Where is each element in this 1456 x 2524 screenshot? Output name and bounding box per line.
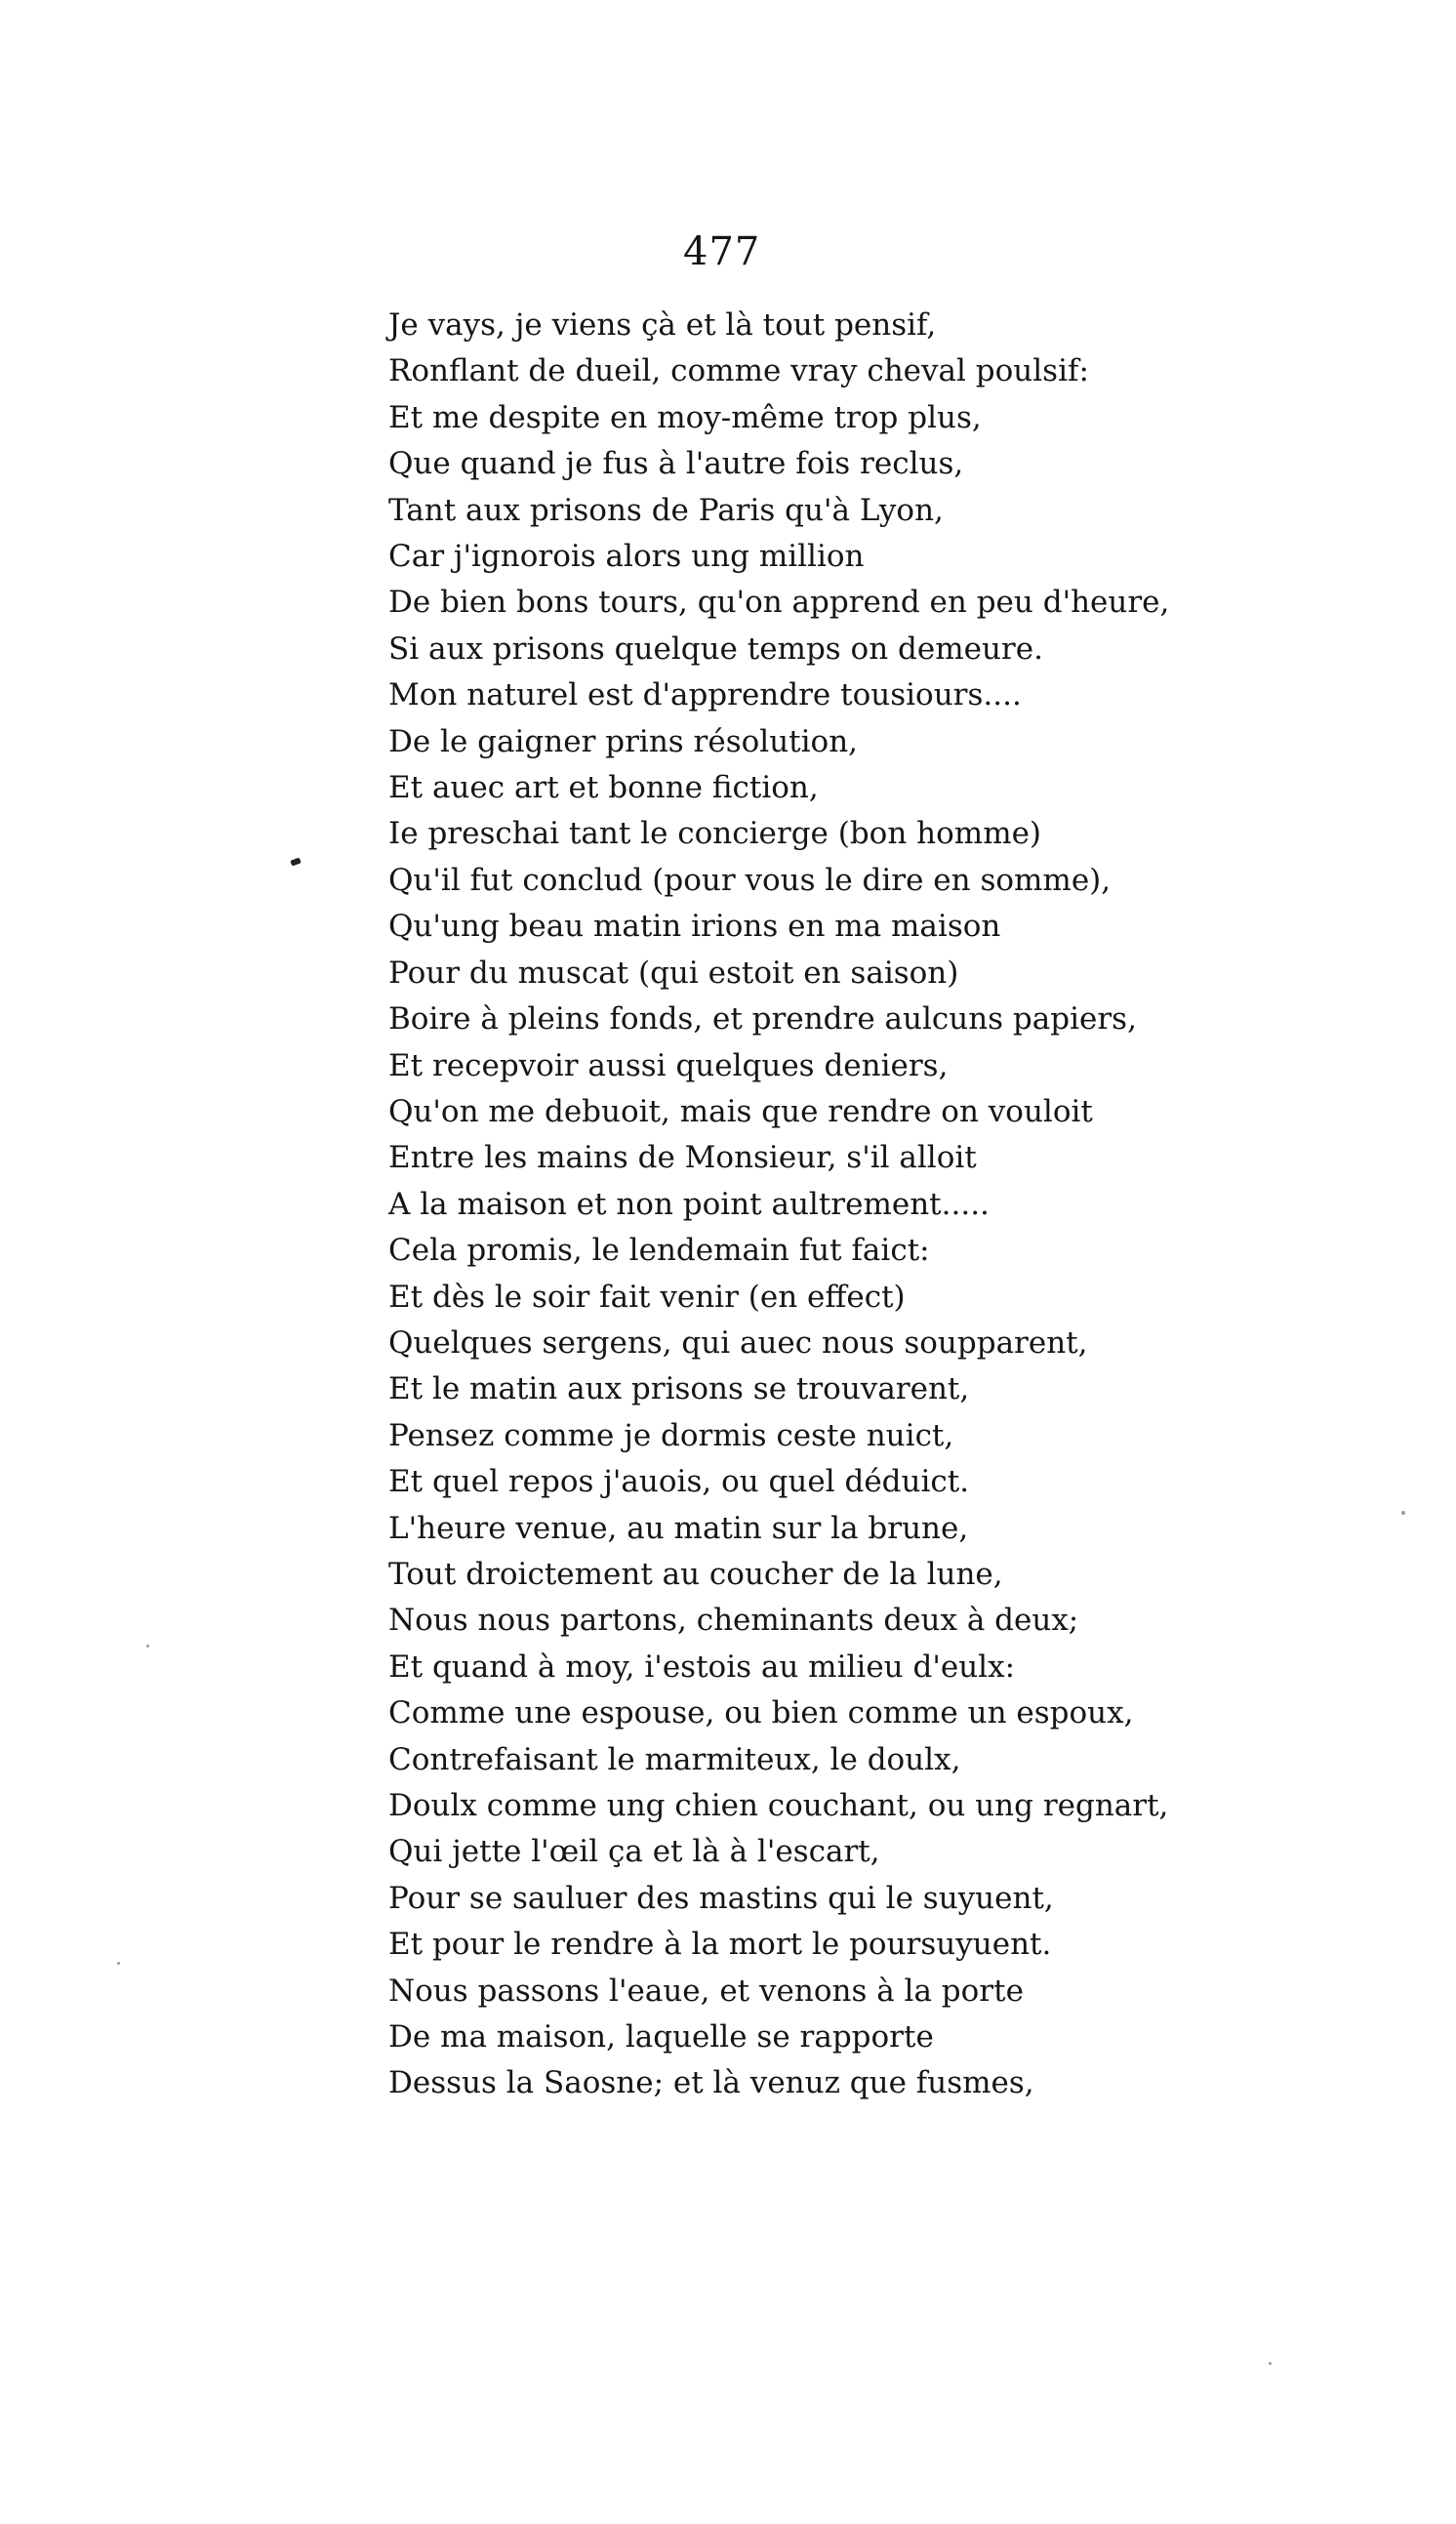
poem-line: Et dès le soir fait venir (en effect) xyxy=(388,1279,906,1315)
poem-line: Ronflant de dueil, comme vray cheval poulsif: xyxy=(388,353,1089,389)
poem-line: Et quel repos j'auois, ou quel déduict. xyxy=(388,1464,970,1500)
margin-mark xyxy=(290,857,301,866)
poem-line: Si aux prisons quelque temps on demeure. xyxy=(388,631,1043,667)
poem-line: L'heure venue, au matin sur la brune, xyxy=(388,1510,969,1546)
poem-line: Entre les mains de Monsieur, s'il alloit xyxy=(388,1140,977,1176)
poem-line: Car j'ignorois alors ung million xyxy=(388,539,865,575)
poem-line: Je vays, je viens çà et là tout pensif, xyxy=(388,307,937,343)
poem-line: Dessus la Saosne; et là venuz que fusmes, xyxy=(388,2065,1034,2101)
paper-speck xyxy=(1401,1511,1405,1515)
poem-line: Qu'on me debuoit, mais que rendre on vouloit xyxy=(388,1093,1093,1129)
poem-line: De bien bons tours, qu'on apprend en peu d'heure, xyxy=(388,585,1170,621)
poem-line: Et recepvoir aussi quelques deniers, xyxy=(388,1047,949,1083)
poem-line: Nous nous partons, cheminants deux à deux; xyxy=(388,1603,1079,1639)
poem-line: Ie preschai tant le concierge (bon homme) xyxy=(388,816,1042,852)
poem-line: Pensez comme je dormis ceste nuict, xyxy=(388,1417,954,1453)
poem-line: Doulx comme ung chien couchant, ou ung regnart, xyxy=(388,1788,1169,1823)
poem-line: Et me despite en moy-même trop plus, xyxy=(388,399,982,435)
poem-line: Et auec art et bonne fiction, xyxy=(388,770,819,806)
poem-line: Boire à pleins fonds, et prendre aulcuns papiers, xyxy=(388,1001,1137,1038)
poem-line: De ma maison, laquelle se rapporte xyxy=(388,2019,934,2056)
poem-line: Cela promis, le lendemain fut faict: xyxy=(388,1233,930,1269)
paper-speck xyxy=(146,1645,149,1648)
poem-line: Que quand je fus à l'autre fois reclus, xyxy=(388,446,964,482)
poem-line: Tout droictement au coucher de la lune, xyxy=(388,1556,1003,1592)
poem-line: De le gaigner prins résolution, xyxy=(388,723,859,759)
poem-line: Tant aux prisons de Paris qu'à Lyon, xyxy=(388,492,944,528)
page-number: 477 xyxy=(683,229,761,274)
poem-line: Mon naturel est d'apprendre tousiours.... xyxy=(388,677,1022,713)
poem-line: Et le matin aux prisons se trouvarent, xyxy=(388,1371,970,1407)
paper-speck xyxy=(117,1962,120,1965)
poem-line: Et pour le rendre à la mort le poursuyuent. xyxy=(388,1927,1052,1963)
poem-line: A la maison et non point aultrement..... xyxy=(388,1186,990,1222)
poem-line: Contrefaisant le marmiteux, le doulx, xyxy=(388,1741,961,1777)
poem-line: Quelques sergens, qui auec nous soupparent, xyxy=(388,1324,1088,1361)
poem-line: Et quand à moy, i'estois au milieu d'eulx: xyxy=(388,1649,1016,1685)
poem-line: Qu'il fut conclud (pour vous le dire en somme), xyxy=(388,862,1112,898)
poem-text xyxy=(388,303,1364,2107)
poem-line: Nous passons l'eaue, et venons à la porte xyxy=(388,1973,1024,2009)
paper-speck xyxy=(1269,2362,1272,2365)
poem-line: Comme une espouse, ou bien comme un espoux, xyxy=(388,1695,1134,1731)
poem-line: Qu'ung beau matin irions en ma maison xyxy=(388,909,1001,945)
poem-line: Qui jette l'œil ça et là à l'escart, xyxy=(388,1834,880,1870)
poem-line: Pour se sauluer des mastins qui le suyuent, xyxy=(388,1880,1054,1916)
poem-line: Pour du muscat (qui estoit en saison) xyxy=(388,955,959,991)
